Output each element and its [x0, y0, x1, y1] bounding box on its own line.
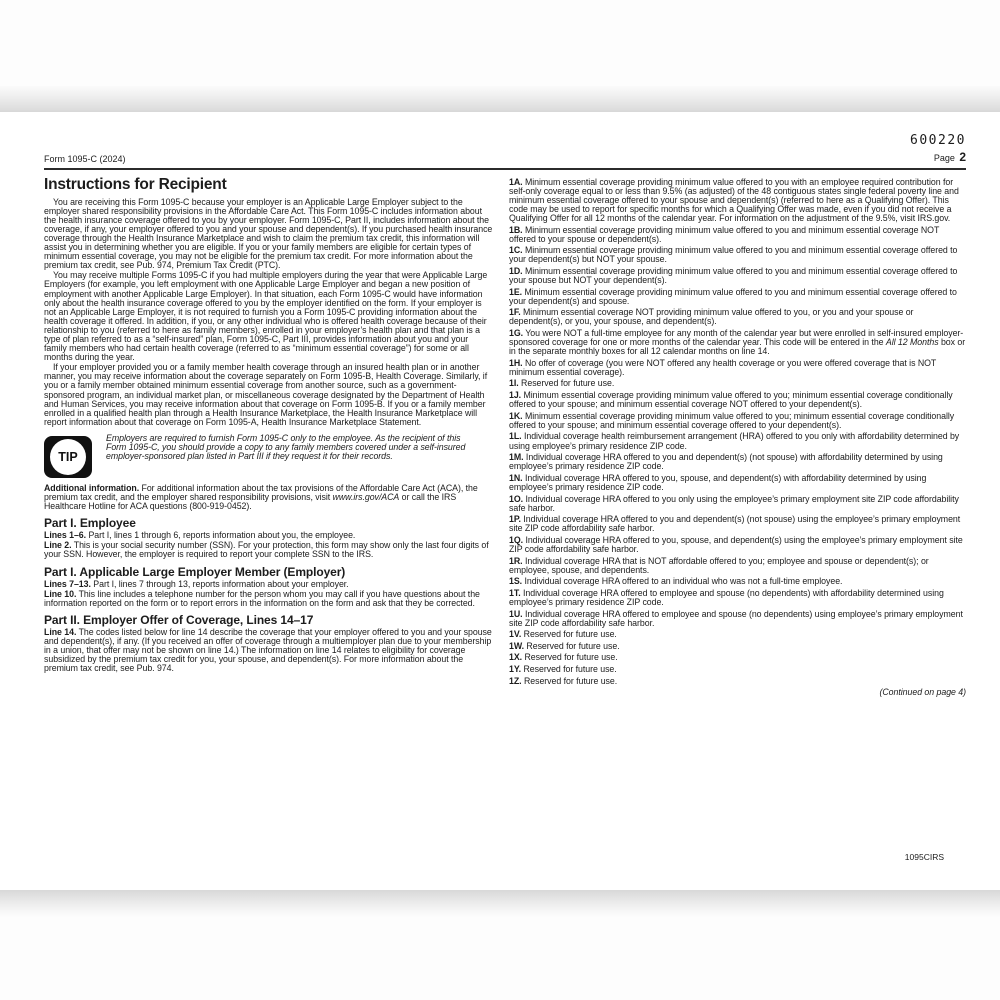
coverage-code-item: 1Z. Reserved for future use. [509, 675, 618, 686]
code-label: 1S. [509, 576, 523, 587]
code-label: 1E. [509, 286, 523, 297]
code-label: 1O. [509, 493, 524, 504]
code-label: 1A. [509, 176, 523, 187]
header-rule [44, 168, 966, 170]
code-label: 1Q. [509, 534, 524, 545]
section-part1-employee-items [44, 531, 493, 559]
aca-url-link[interactable]: www.irs.gov/ACA [332, 492, 400, 503]
coverage-code-item: 1V. Reserved for future use. [509, 629, 617, 640]
code-label: 1W. [509, 640, 525, 651]
section-heading-part1-employer: Part I. Applicable Large Employer Member (Employer) [44, 564, 346, 579]
instruction-line: Lines 1–6. Part I, lines 1 through 6, reports information about you, the employee. [44, 530, 356, 541]
code-label: 1K. [509, 410, 523, 421]
page-bottom-shadow [0, 890, 1000, 918]
tip-icon-circle [50, 439, 86, 475]
coverage-code-item: 1D. Minimum essential coverage providing minimum value offered to you and minimum essential coverage offered to your spouse but NOT your dependent(s). [509, 265, 958, 286]
coverage-code-item: 1F. Minimum essential coverage NOT providing minimum value offered to you, or you and your spouse or dependent(s), or you, your spouse, and dependent(s). [509, 307, 914, 327]
instructions-title: Instructions for Recipient [44, 175, 227, 193]
coverage-code-item: 1M. Individual coverage HRA offered to you and dependent(s) (not spouse) with affordability determined by using employee’s primary residence ZIP code. [509, 452, 943, 472]
code-label: 1G. [509, 328, 524, 338]
paragraph: You are receiving this Form 1095-C because your employer is an Applicable Large Employer subject to the employer shared responsibility provisions in the Affordable Care Act. This Form 1095-C includes information about the health insurance coverage offered to you by your employer. Form 1095-C, Part II, includes information about the coverage, if any, your employer offered to you and your spouse and dependent(s). If you purchased health insurance coverage through the Health Insurance Marketplace and wish to claim the premium tax credit, this information will assist you in determining whether you are eligible. If you or your family members are eligible for certain types of minimum essential coverage, you may not be eligible for the premium tax credit. For more information about the premium tax credit, see Pub. 974, Premium Tax Credit (PTC). [44, 196, 493, 271]
code-label: 1L. [509, 431, 522, 442]
coverage-code-item: 1A. Minimum essential coverage providing minimum value offered to you with an employee required contribution for self-only coverage equal to or less than 9.5% (as adjusted) of the 48 contiguous states single federal poverty line and minimum essential coverage offered to your spouse and dependent(s) (referred to here as a Qualifying Offer). This code may be used to report for specific months for which a Qualifying Offer was made, even if you did not receive a Qualifying Offer for all 12 months of the calendar year. For information on the adjustment of the 9.5%, visit IRS.gov. [509, 176, 959, 223]
code-label: 1B. [509, 224, 523, 235]
instruction-line: Line 2. This is your social security number (SSN). For your protection, this form may show only the last four digits of your SSN. However, the employer is required to report your complete SSN to the IRS. [44, 540, 489, 560]
code-label: 1Z. [509, 675, 522, 686]
code-label: 1U. [509, 608, 523, 619]
paragraph: If your employer provided you or a family member health coverage through an insured health plan or in another manner, you may receive information about the coverage separately on Form 1095-B, Health Coverage. Similarly, if you or a family member obtained minimum essential coverage from another source, such as a government-sponsored program, an individual market plan, or miscellaneous coverage designated by the Department of Health and Human Services, you may receive information about that coverage on Form 1095-B. If you or a family member enrolled in a qualified health plan through a Health Insurance Marketplace, the Health Insurance Marketplace will report information about that coverage on Form 1095-A, Health Insurance Marketplace Statement. [44, 362, 488, 427]
page-header [44, 112, 966, 166]
code-label: 1H. [509, 357, 523, 368]
coverage-code-item: 1O. Individual coverage HRA offered to you only using the employee’s primary employment site ZIP code affordability safe harbor. [509, 493, 959, 513]
coverage-code-item: 1L. Individual coverage health reimbursement arrangement (HRA) offered to you only with affordability determined by using employee’s primary residence ZIP code. [509, 431, 960, 451]
coverage-code-item: 1C. Minimum essential coverage providing minimum value offered to you and minimum essential coverage offered to your dependent(s) but NOT your spouse. [509, 245, 958, 265]
two-column-body [44, 176, 966, 698]
intro-paragraphs [44, 198, 493, 427]
tip-icon [44, 436, 92, 478]
instruction-line: Line 10. This line includes a telephone number for the person whom you may call if you have questions about the information reported on the form or to report errors in the information on the form and ask that they be corrected. [44, 588, 480, 608]
additional-information-lead: Additional information. [44, 482, 140, 493]
section-part1-employer-items [44, 580, 493, 608]
code-label: 1X. [509, 652, 523, 663]
section-heading-part1-employee: Part I. Employee [44, 516, 136, 531]
page-top-shadow [0, 86, 1000, 112]
coverage-code-item: 1T. Individual coverage HRA offered to employee and spouse (no dependents) with affordability determined using employee’s primary residence ZIP code. [509, 587, 944, 607]
code-label: 1T. [509, 587, 521, 598]
code-label: 1P. [509, 514, 521, 525]
coverage-code-item: 1N. Individual coverage HRA offered to you, spouse, and dependent(s) with affordability determined by using employee’s primary residence ZIP code. [509, 472, 927, 492]
coverage-code-item: 1U. Individual coverage HRA offered to employee and spouse (no dependents) using employee’s primary employment site ZIP code affordability safe harbor. [509, 608, 963, 628]
coverage-code-item: 1Q. Individual coverage HRA offered to you, spouse, and dependent(s) using the employee’s primary employment site ZIP code affordability safe harbor. [509, 534, 963, 554]
coverage-code-item: 1R. Individual coverage HRA that is NOT affordable offered to you; employee and spouse or dependent(s); or employee, spouse, and dependents. [509, 555, 929, 575]
print-code: 600220 [910, 133, 966, 148]
coverage-code-item: 1Y. Reserved for future use. [509, 664, 617, 674]
code-label: 1N. [509, 472, 523, 483]
code-label: 1M. [509, 452, 524, 463]
coverage-code-item: 1X. Reserved for future use. [509, 652, 618, 663]
instruction-line: Lines 7–13. Part I, lines 7 through 13, reports information about your employer. [44, 578, 349, 589]
coverage-code-item: 1K. Minimum essential coverage providing minimum value offered to you; minimum essential coverage conditionally offered to your spouse; and minimum essential coverage offered to your dependent(s). [509, 410, 955, 430]
coverage-code-list [509, 178, 966, 686]
section-heading-part2-offer: Part II. Employer Offer of Coverage, Lines 14–17 [44, 612, 314, 627]
additional-information: Additional information. For additional information about the tax provisions of the Affordable Care Act (ACA), the premium tax credit, and the employer shared responsibility provisions, visit www.irs.gov/ACA or call the IRS Healthcare Hotline for ACA questions (800-919-0452). [44, 482, 478, 512]
code-label: 1V. [509, 629, 522, 640]
left-column [44, 176, 493, 698]
page-number: 2 [959, 149, 966, 164]
form-footer-code: 1095CIRS [904, 852, 944, 862]
coverage-code-item: 1B. Minimum essential coverage providing minimum value offered to you and minimum essential coverage NOT offered to your spouse or dependent(s). [509, 224, 940, 244]
code-label: 1F. [509, 307, 521, 318]
code-label: 1R. [509, 555, 523, 566]
coverage-code-item: 1J. Minimum essential coverage providing minimum value offered to you; minimum essential coverage conditionally offered to your spouse; and minimum essential coverage NOT offered to your dependent(s). [509, 390, 953, 410]
page-number-block [910, 132, 966, 166]
code-label: 1J. [509, 390, 522, 401]
code-label: 1Y. [509, 664, 522, 674]
form-id: Form 1095-C (2024) [44, 153, 126, 164]
tip-icon-label: TIP [58, 449, 78, 464]
tip-text: Employers are required to furnish Form 1095-C only to the employee. As the recipient of this Form 1095-C, you should provide a copy to any family members covered under a self-insured employer-sponsored plan listed in Part III if they request it for their records. [106, 432, 466, 462]
coverage-code-item: 1S. Individual coverage HRA offered to an individual who was not a full-time employee. [509, 576, 843, 587]
form-sheet [0, 112, 1000, 890]
coverage-code-item: 1E. Minimum essential coverage providing minimum value offered to you and minimum essential coverage offered to your dependent(s) and spouse. [509, 286, 957, 306]
section-part2-offer-items [44, 628, 493, 673]
instruction-line: Line 14. The codes listed below for line 14 describe the coverage that your employer offered to you and your spouse and dependent(s), if any. (If you received an offer of coverage through a multiemployer plan due to your membership in a union, that offer may not be shown on line 14.) The information on line 14 relates to eligibility for coverage subsidized by the premium tax credit for you, your spouse, and dependent(s). For more information about the premium tax credit, see Pub. 974. [44, 626, 492, 674]
tip-callout [44, 434, 493, 478]
coverage-code-item: 1W. Reserved for future use. [509, 640, 620, 651]
right-column [509, 176, 966, 698]
code-label: 1C. [509, 245, 523, 256]
code-label: 1I. [509, 378, 519, 389]
coverage-code-item: 1H. No offer of coverage (you were NOT offered any health coverage or you were offered coverage that is NOT minimum essential coverage). [509, 357, 937, 377]
page-word: Page [933, 152, 955, 163]
coverage-code-item: 1I. Reserved for future use. [509, 378, 615, 389]
coverage-code-item: 1P. Individual coverage HRA offered to you and dependent(s) (not spouse) using the employee’s primary employment site ZIP code affordability safe harbor. [509, 514, 961, 534]
coverage-code-item: 1G. You were NOT a full-time employee for any month of the calendar year but were enrolled in self-insured employer-sponsored coverage for one or more months of the calendar year. This code will be entered in the All 12 Months box or in the separate monthly boxes for all 12 calendar months on line 14. [509, 328, 966, 357]
code-label: 1D. [509, 265, 523, 276]
paragraph: You may receive multiple Forms 1095-C if you had multiple employers during the year that were Applicable Large Employers (for example, you left employment with one Applicable Large Employer and began a new position of employment with another Applicable Large Employer). In that situation, each Form 1095-C would have information only about the health insurance coverage offered to you by the employer identified on the form. If your employer is not an Applicable Large Employer, it is not required to furnish you a Form 1095-C providing information about the health coverage it offered. In addition, if you, or any other individual who is offered health coverage because of their relationship to you (referred to here as family members), enrolled in your employer’s health plan and that plan is a type of plan referred to as a “self-insured” plan, Form 1095-C, Part III, provides information about you and your family members who had certain health coverage (referred to as “minimum essential coverage”) for some or all months during the year. [44, 270, 488, 363]
continued-note: (Continued on page 4) [879, 687, 966, 698]
